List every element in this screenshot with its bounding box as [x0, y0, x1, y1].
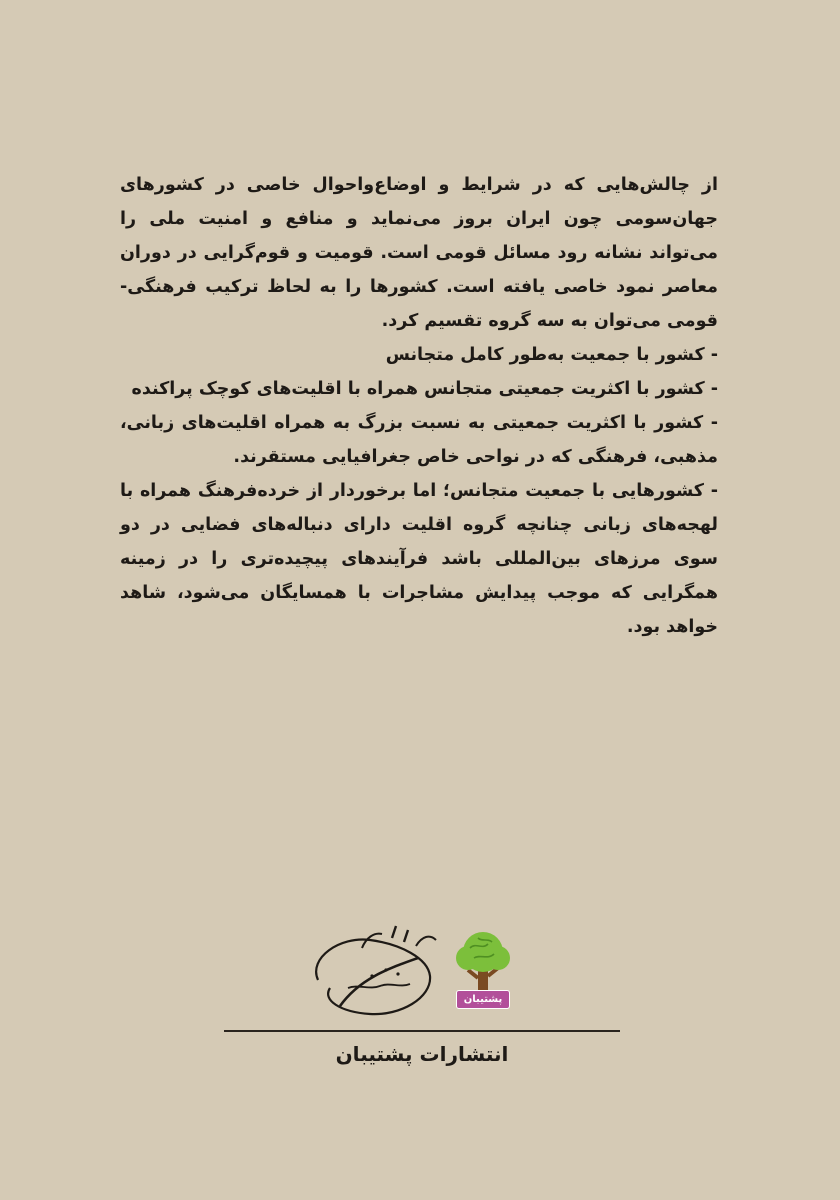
list-item: - کشور با اکثریت جمعیتی به نسبت بزرگ به همراه اقلیت‌های زبانی، مذهبی، فرهنگی که در نواحی خاص جغرافیایی مستقرند.	[120, 413, 718, 467]
divider	[224, 1030, 620, 1032]
tree-brain-icon	[448, 928, 518, 998]
calligraphy-logo	[300, 918, 450, 1028]
list-item: - کشور با جمعیت به‌طور کامل متجانس	[385, 345, 718, 365]
list-item: - کشورهایی با جمعیت متجانس؛ اما برخوردار از خرده‌فرهنگ همراه با لهجه‌های زبانی چنانچه گروه اقلیت دارای دنباله‌های فضایی در دو سوی مرزهای بین‌المللی باشد فرآیندهای پیچیده‌تری را در زمینه همگرایی که موجب پیدایش مشاجرات با همسایگان می‌شود، شاهد خواهد بود.	[120, 481, 718, 637]
tree-logo	[448, 928, 518, 1014]
list-item: - کشور با اکثریت جمعیتی متجانس همراه با اقلیت‌های کوچک پراکنده	[131, 379, 718, 399]
publisher-logos	[300, 918, 530, 1028]
intro-paragraph: از چالش‌هایی که در شرایط و اوضاع‌واحوال خاصی در کشورهای جهان‌سومی چون ایران بروز می‌نماید و منافع و امنیت ملی را می‌تواند نشانه رود مسائل قومی است. قومیت و قوم‌گرایی در دوران معاصر نمود خاصی یافته است. کشورها را به لحاظ ترکیب فرهنگی- قومی می‌توان به سه گروه تقسیم کرد.	[120, 175, 718, 331]
tree-badge: پشتیبان	[456, 990, 510, 1009]
publisher-name: انتشارات پشتیبان	[335, 1042, 509, 1066]
body-text	[120, 168, 718, 644]
